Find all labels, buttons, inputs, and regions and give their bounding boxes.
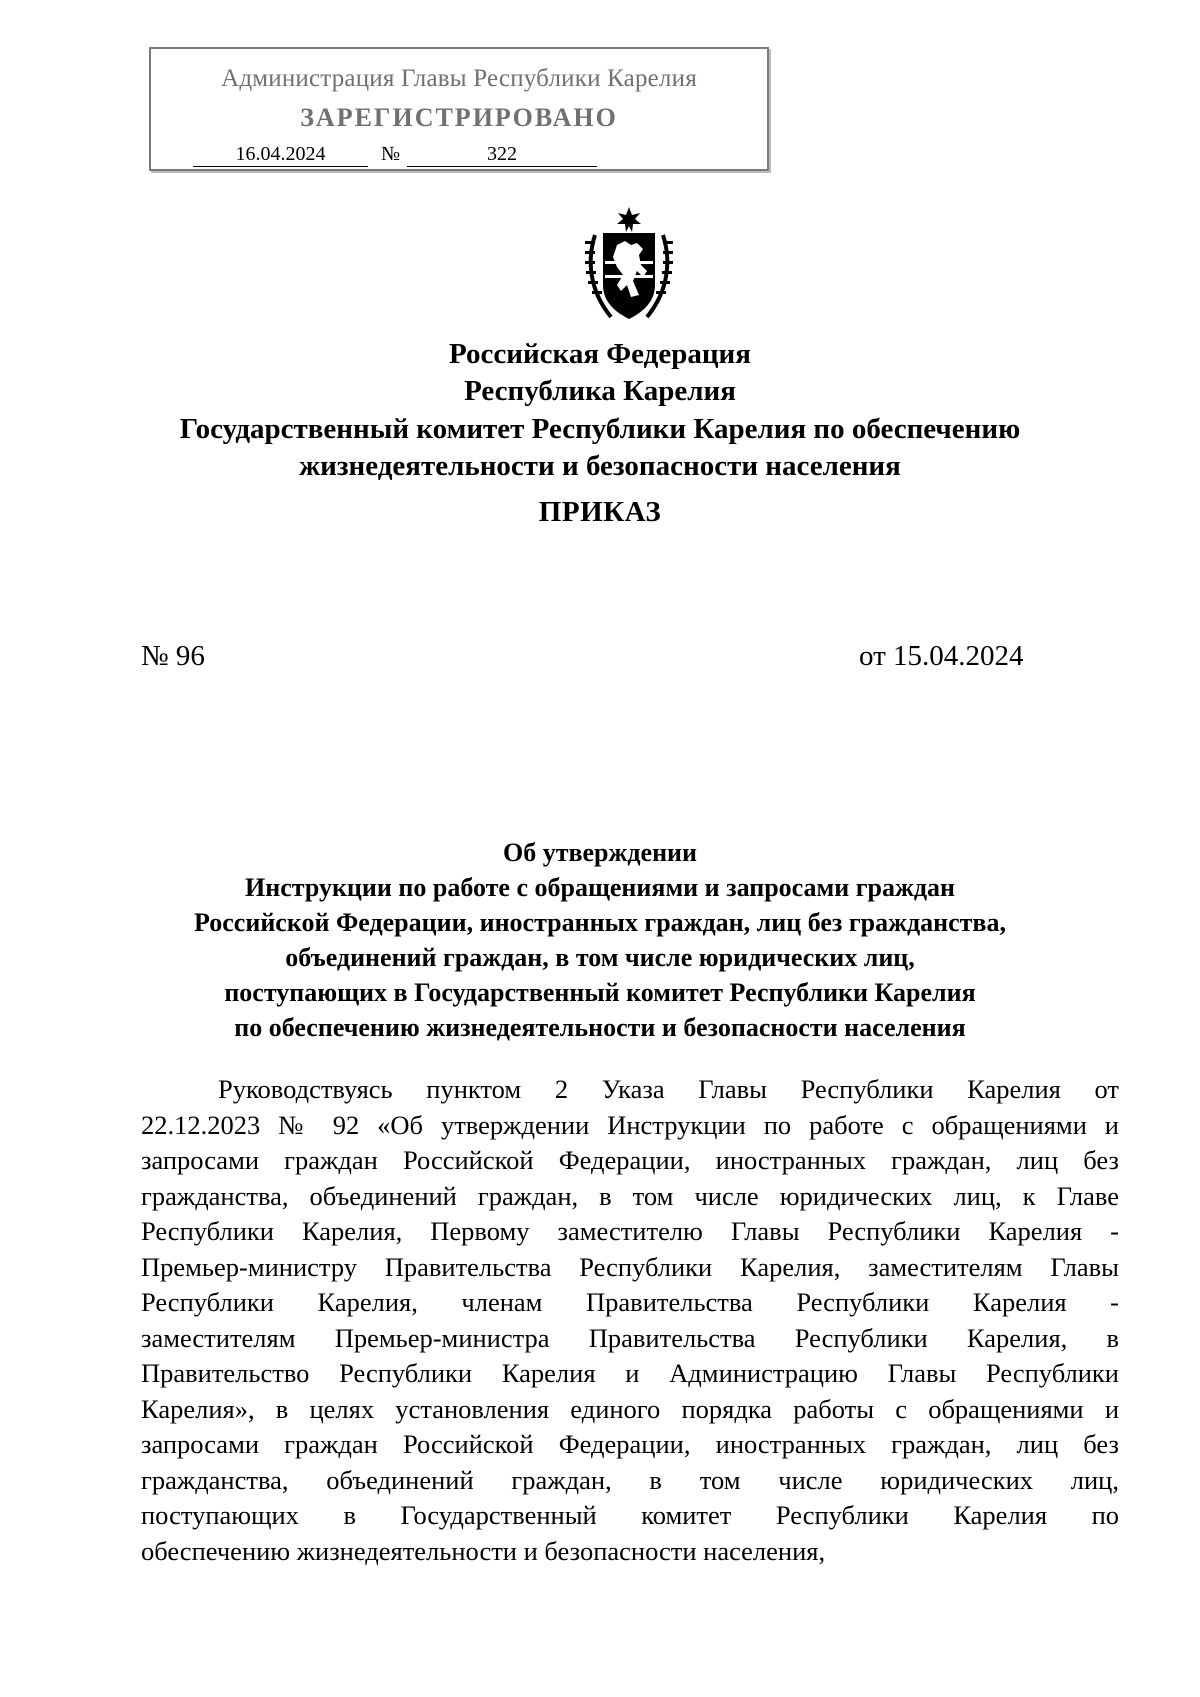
order-number: № 96 [141,640,205,672]
document-type: ПРИКАЗ [538,496,662,528]
subject-line: Об утверждении [502,838,698,867]
body-line: обеспечению жизнедеятельности и безопасности населения, [141,1535,826,1566]
committee-heading-line2: жизнедеятельности и безопасности населения [299,450,901,482]
order-body-paragraph [141,1072,1119,1569]
stamp-organization: Администрация Главы Республики Карелия [221,65,697,92]
committee-heading-line1: Государственный комитет Республики Карелия по обеспечению [179,413,1021,445]
karelia-coat-of-arms-icon [581,205,677,325]
body-line: Премьер-министру Правительства Республики Карелия, заместителям Главы [141,1251,1119,1282]
republic-heading: Республика Карелия [464,375,736,407]
body-line: запросами граждан Российской Федерации, иностранных граждан, лиц без [141,1429,1119,1459]
subject-line: поступающих в Государственный комитет Республики Карелия [224,978,976,1007]
stamp-number: 322 [407,143,597,167]
body-line: гражданства, объединений граждан, в том числе юридических лиц, к Главе [141,1180,1119,1211]
subject-line: по обеспечению жизнедеятельности и безопасности населения [234,1013,966,1042]
subject-line: объединений граждан, в том числе юридических лиц, [285,943,915,972]
body-line: 22.12.2023 № 92 «Об утверждении Инструкции по работе с обращениями и [141,1109,1119,1140]
order-subject [140,835,1060,1045]
body-line: заместителям Премьер-министра Правительства Республики Карелия, в [141,1322,1119,1353]
body-line: Республики Карелия, Первому заместителю Главы Республики Карелия - [141,1216,1119,1246]
body-line: поступающих в Государственный комитет Республики Карелия по [141,1500,1119,1530]
body-line: гражданства, объединений граждан, в том числе юридических лиц, [141,1464,1119,1495]
body-line: Республики Карелия, членам Правительства Республики Карелия - [141,1287,1119,1317]
body-line: Руководствуясь пунктом 2 Указа Главы Республики Карелия от [218,1074,1119,1104]
subject-line: Российской Федерации, иностранных граждан, лиц без гражданства, [194,908,1006,937]
country-heading: Российская Федерация [449,338,751,370]
stamp-date: 16.04.2024 [193,143,368,167]
stamp-status: ЗАРЕГИСТРИРОВАНО [300,103,618,132]
body-line: запросами граждан Российской Федерации, иностранных граждан, лиц без [141,1145,1119,1175]
subject-line: Инструкции по работе с обращениями и запросами граждан [245,873,955,902]
registration-stamp [149,47,769,171]
body-line: Правительство Республики Карелия и Администрацию Главы Республики [141,1358,1119,1388]
body-line: Карелия», в целях установления единого порядка работы с обращениями и [141,1393,1119,1424]
order-date: от 15.04.2024 [859,640,1024,672]
stamp-number-sign: № [381,143,401,165]
